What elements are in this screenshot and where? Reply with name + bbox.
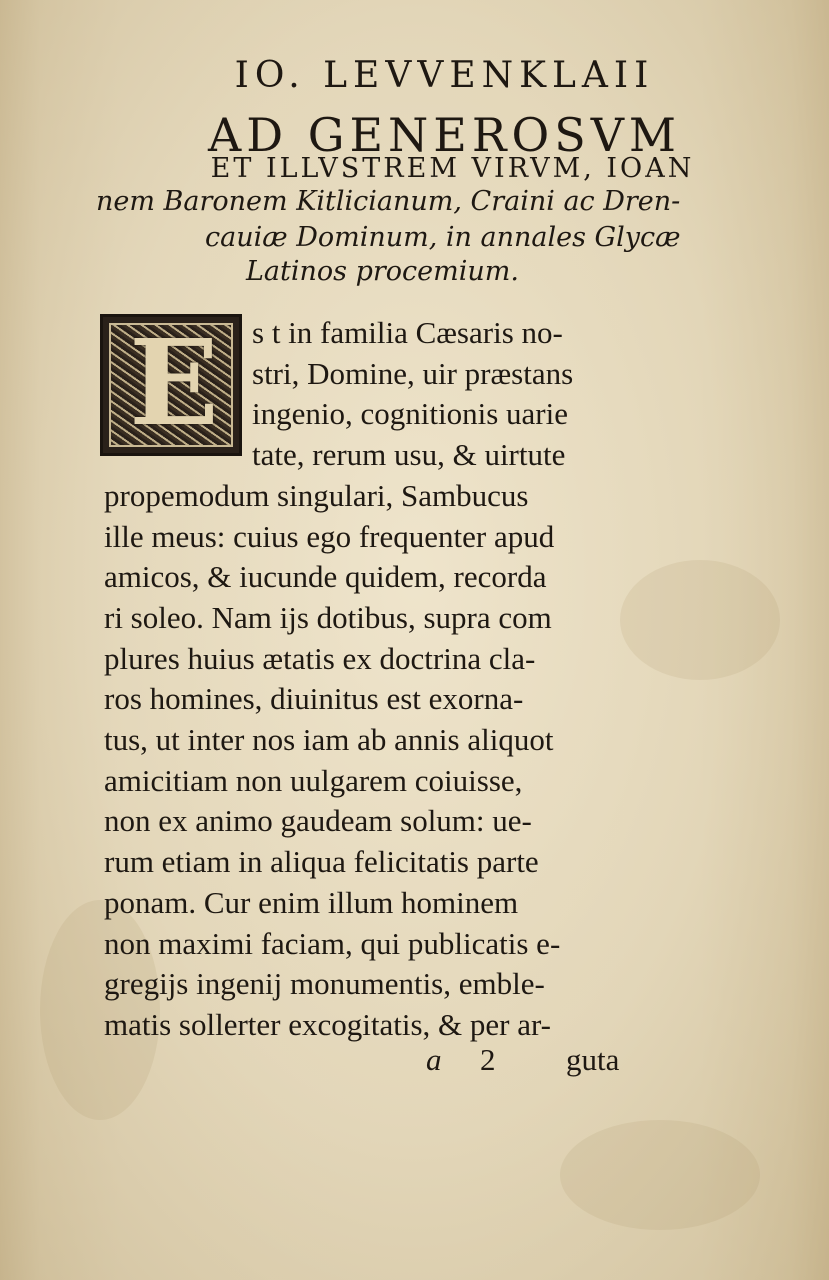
body-line: ponam. Cur enim illum hominem [104, 885, 519, 920]
body-line: amicos, & iucunde quidem, recorda [104, 559, 547, 594]
body-line: ingenio, cognitionis uarie [252, 396, 568, 431]
body-line: stri, Domine, uir præstans [252, 356, 574, 391]
body-line: tate, rerum usu, & uirtute [252, 437, 566, 472]
heading-author: IO. LEVVENKLAII [234, 55, 655, 96]
body-line: plures huius ætatis ex doctrina cla- [104, 641, 536, 676]
body-line: ros homines, diuinitus est exorna- [104, 681, 524, 716]
body-line: matis sollerter excogitatis, & per ar- [104, 1007, 552, 1042]
decorated-initial [100, 314, 242, 456]
heading-subtitle: ET ILLVSTREM VIRVM, IOAN [210, 153, 695, 184]
heading-dedication: AD GENEROSVM [207, 108, 682, 162]
body-line: ri soleo. Nam ijs dotibus, supra com [104, 600, 552, 635]
signature-mark: a [426, 1042, 442, 1077]
body-line: ille meus: cuius ego frequenter apud [104, 519, 555, 554]
heading-italic-line-2: cauiæ Dominum, in annales Glycæ [205, 222, 681, 253]
body-line: non ex animo gaudeam solum: ue- [104, 803, 532, 838]
signature-number: 2 [480, 1042, 496, 1077]
paper-stain [560, 1120, 760, 1230]
body-line: rum etiam in aliqua felicitatis parte [104, 844, 539, 879]
body-line: propemodum singulari, Sambucus [104, 478, 529, 513]
paper-stain [620, 560, 780, 680]
heading-italic-line-3: Latinos procemium. [246, 256, 519, 287]
body-line: s t in familia Cæsaris no- [252, 315, 563, 350]
heading-italic-line-1: nem Baronem Kitlicianum, Craini ac Dren- [96, 186, 681, 217]
catchword: guta [566, 1042, 620, 1077]
initial-letter: E [129, 314, 219, 452]
body-line: non maximi faciam, qui publicatis e- [104, 926, 561, 961]
body-line: gregijs ingenij monumentis, emble- [104, 966, 545, 1001]
body-line: tus, ut inter nos iam ab annis aliquot [104, 722, 554, 757]
body-line: amicitiam non uulgarem coiuisse, [104, 763, 523, 798]
